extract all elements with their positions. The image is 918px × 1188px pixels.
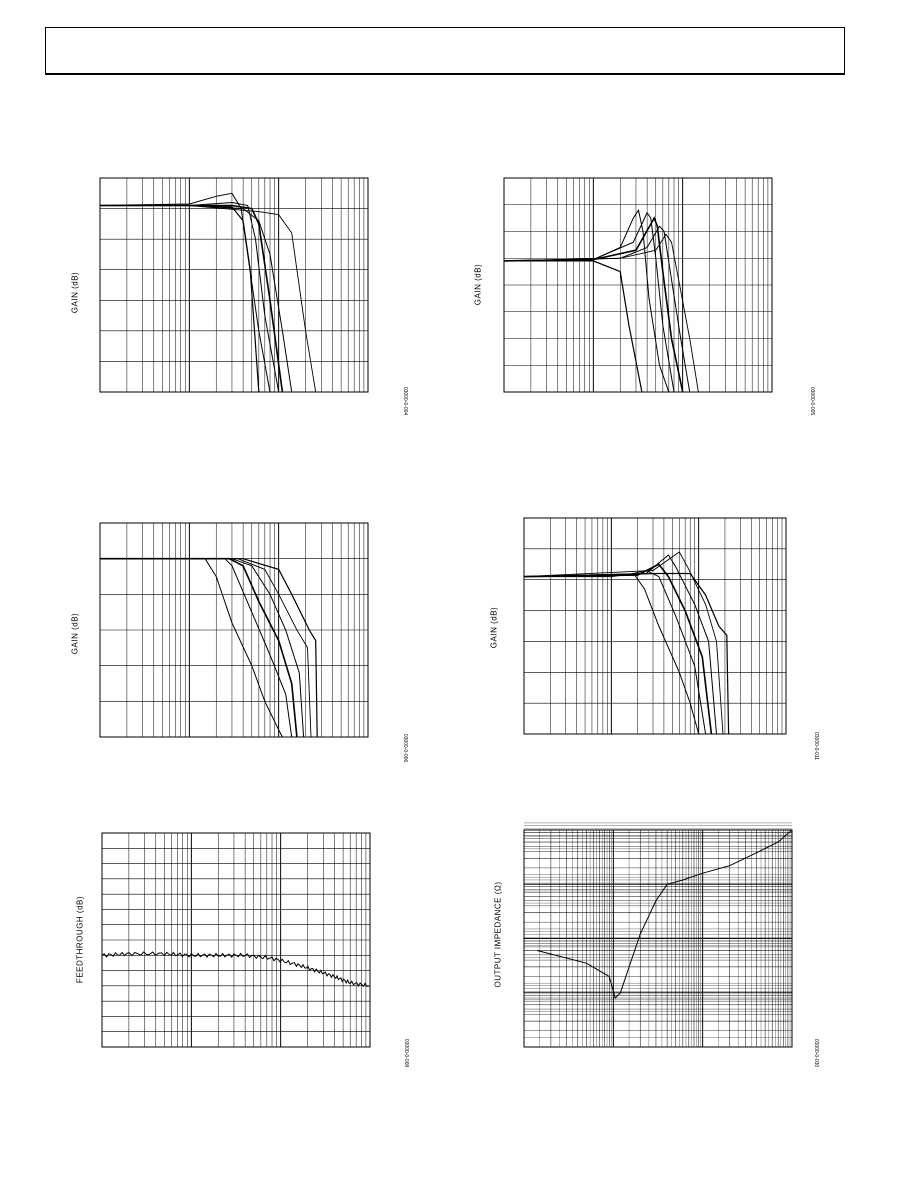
chart-svg xyxy=(460,170,820,430)
figure-id: 03000-0-005 xyxy=(809,386,815,416)
series-line xyxy=(537,830,792,998)
series-line xyxy=(100,559,282,737)
plot-frame xyxy=(524,518,786,734)
series-line xyxy=(100,559,317,737)
series-line xyxy=(102,952,370,986)
y-axis-label: GAIN (dB) xyxy=(473,263,483,306)
chart-panel-6 xyxy=(480,825,840,1085)
y-axis-label: GAIN (dB) xyxy=(489,606,499,649)
series-line xyxy=(100,559,304,737)
series-line xyxy=(100,206,316,393)
figure-id: 03000-0-030 xyxy=(813,1038,819,1068)
figure-id: 03000-0-011 xyxy=(813,732,819,760)
chart-svg xyxy=(60,515,420,775)
chart-svg xyxy=(60,825,420,1085)
y-axis-label: OUTPUT IMPEDANCE (Ω) xyxy=(493,881,503,988)
chart-svg xyxy=(480,825,840,1085)
series-line xyxy=(100,559,311,737)
page-header-box xyxy=(45,27,845,75)
series-line xyxy=(524,552,723,734)
y-axis-label: GAIN (dB) xyxy=(70,612,80,655)
figure-id: 03000-0-008 xyxy=(403,1038,409,1068)
series-line xyxy=(504,226,690,392)
y-axis-label: GAIN (dB) xyxy=(70,271,80,314)
series-line xyxy=(504,261,642,392)
series-line xyxy=(524,571,706,735)
figure-id: 03000-0-004 xyxy=(402,386,408,416)
series-line xyxy=(524,555,717,734)
chart-svg xyxy=(60,170,420,430)
y-axis-label: FEEDTHROUGH (dB) xyxy=(75,895,85,984)
chart-svg xyxy=(480,510,840,770)
series-line xyxy=(100,206,282,393)
series-line xyxy=(524,564,711,734)
series-line xyxy=(100,559,292,737)
chart-panel-2 xyxy=(460,170,820,430)
chart-panel-1 xyxy=(60,170,420,430)
chart-panel-3 xyxy=(60,515,420,775)
figure-id: 03000-0-006 xyxy=(402,733,408,763)
chart-panel-4 xyxy=(480,510,840,770)
series-line xyxy=(100,206,259,393)
series-line xyxy=(524,574,729,735)
chart-panel-5 xyxy=(60,825,420,1085)
